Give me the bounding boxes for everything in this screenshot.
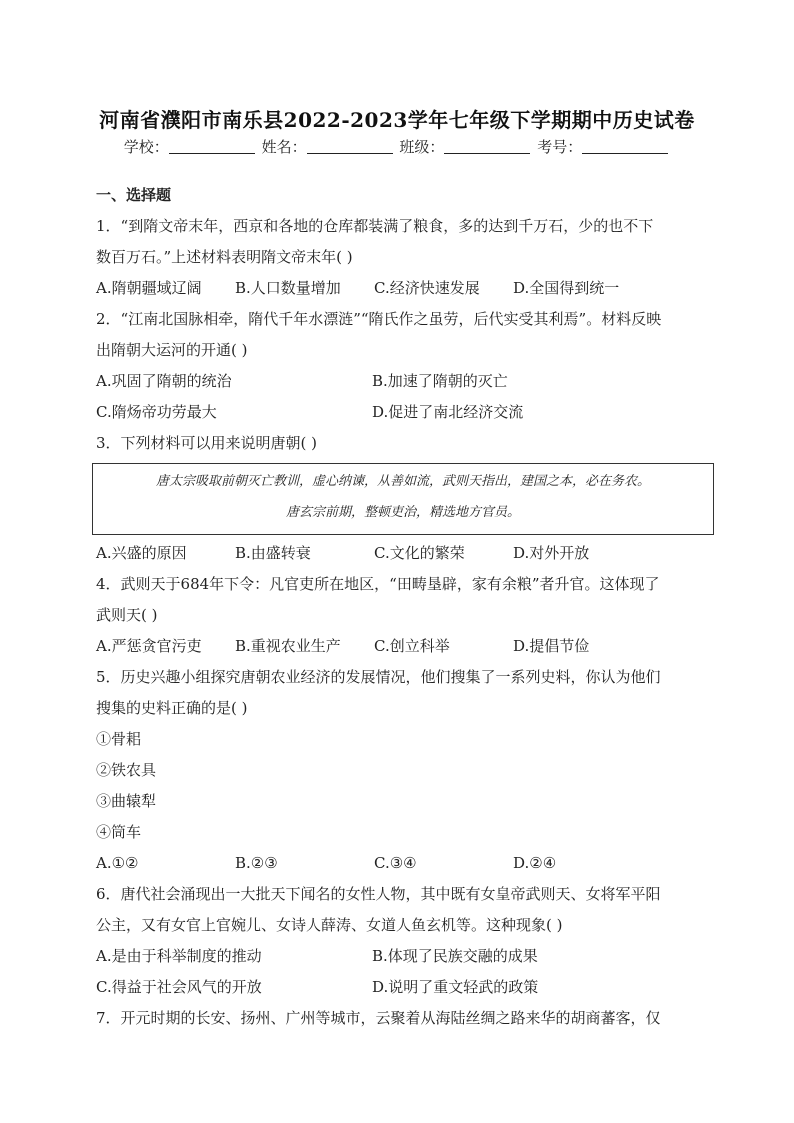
option-c[interactable]: C.文化的繁荣: [374, 544, 465, 562]
material-item: ③曲辕犁: [96, 792, 157, 810]
material-line: 唐太宗吸取前朝灭亡教训，虚心纳谏，从善如流，武则天指出，建国之本，必在务农。: [155, 474, 650, 489]
question-line: 4．武则天于684年下令：凡官吏所在地区，“田畴垦辟，家有余粮”者升官。这体现了: [96, 575, 660, 593]
number-blank[interactable]: [582, 139, 668, 154]
option-c[interactable]: C.隋炀帝功劳最大: [96, 403, 217, 421]
option-b[interactable]: B.加速了隋朝的灭亡: [372, 372, 508, 390]
material-item: ④筒车: [96, 823, 142, 841]
question-2: [96, 304, 700, 428]
option-a[interactable]: A.①②: [96, 854, 139, 872]
student-info-line: [0, 136, 794, 157]
question-line: 6．唐代社会涌现出一大批天下闻名的女性人物，其中既有女皇帝武则天、女将军平阳: [96, 885, 661, 903]
option-a[interactable]: A.隋朝疆域辽阔: [96, 279, 202, 297]
question-line: 出隋朝大运河的开通( ): [96, 341, 248, 359]
option-d[interactable]: D.说明了重文轻武的政策: [372, 978, 539, 996]
options-row: [96, 941, 700, 972]
material-item: ①骨耜: [96, 730, 142, 748]
option-c[interactable]: C.③④: [374, 854, 417, 872]
options-row: [96, 972, 700, 1003]
question-line: 武则天( ): [96, 606, 158, 624]
question-line: 1．“到隋文帝末年，西京和各地的仓库都装满了粮食，多的达到千万石，少的也不下: [96, 217, 654, 235]
option-b[interactable]: B.体现了民族交融的成果: [372, 947, 538, 965]
option-a[interactable]: A.严惩贪官污吏: [96, 637, 202, 655]
question-line: 5．历史兴趣小组探究唐朝农业经济的发展情况，他们搜集了一系列史料，你认为他们: [96, 668, 661, 686]
class-blank[interactable]: [444, 139, 530, 154]
options-row: [96, 273, 700, 304]
name-label: 姓名：: [261, 138, 307, 156]
source-material-box: [92, 463, 714, 535]
option-a[interactable]: A.巩固了隋朝的统治: [96, 372, 232, 390]
number-label: 考号：: [537, 138, 583, 156]
question-7: [96, 1003, 700, 1034]
question-line: 3．下列材料可以用来说明唐朝( ): [96, 434, 318, 452]
exam-body: [96, 180, 700, 1034]
question-1: [96, 211, 700, 304]
options-row: [96, 538, 700, 569]
school-blank[interactable]: [169, 139, 255, 154]
school-label: 学校：: [123, 138, 169, 156]
option-d[interactable]: D.对外开放: [513, 544, 590, 562]
question-line: 搜集的史料正确的是( ): [96, 699, 248, 717]
question-line: 7．开元时期的长安、扬州、广州等城市，云聚着从海陆丝绸之路来华的胡商蕃客，仅: [96, 1009, 661, 1027]
option-b[interactable]: B.由盛转衰: [235, 544, 311, 562]
material-line: 唐玄宗前期，整顿吏治，精选地方官员。: [285, 505, 520, 520]
option-a[interactable]: A.兴盛的原因: [96, 544, 187, 562]
option-d[interactable]: D.全国得到统一: [513, 279, 620, 297]
material-item: ②铁农具: [96, 761, 157, 779]
option-d[interactable]: D.促进了南北经济交流: [372, 403, 524, 421]
question-6: [96, 879, 700, 1003]
options-row: [96, 848, 700, 879]
option-b[interactable]: B.②③: [235, 854, 278, 872]
question-5: [96, 662, 700, 879]
option-d[interactable]: D.②④: [513, 854, 557, 872]
exam-title: 河南省濮阳市南乐县2022-2023学年七年级下学期期中历史试卷: [99, 108, 695, 132]
question-line: 2．“江南北国脉相牵，隋代千年水漂涟”“隋氏作之虽劳，后代实受其利焉”。材料反映: [96, 310, 662, 328]
section-heading: 一、选择题: [96, 186, 172, 204]
class-label: 班级：: [399, 138, 445, 156]
question-line: 数百万石。”上述材料表明隋文帝末年( ): [96, 248, 353, 266]
option-d[interactable]: D.提倡节俭: [513, 637, 590, 655]
option-c[interactable]: C.得益于社会风气的开放: [96, 978, 262, 996]
option-b[interactable]: B.人口数量增加: [235, 279, 341, 297]
options-row: [96, 397, 700, 428]
option-b[interactable]: B.重视农业生产: [235, 637, 341, 655]
option-a[interactable]: A.是由于科举制度的推动: [96, 947, 262, 965]
question-line: 公主，又有女官上官婉儿、女诗人薛涛、女道人鱼玄机等。这种现象( ): [96, 916, 563, 934]
option-c[interactable]: C.经济快速发展: [374, 279, 480, 297]
question-4: [96, 569, 700, 662]
question-3: [96, 428, 700, 569]
name-blank[interactable]: [307, 139, 393, 154]
options-row: [96, 631, 700, 662]
options-row: [96, 366, 700, 397]
option-c[interactable]: C.创立科举: [374, 637, 450, 655]
